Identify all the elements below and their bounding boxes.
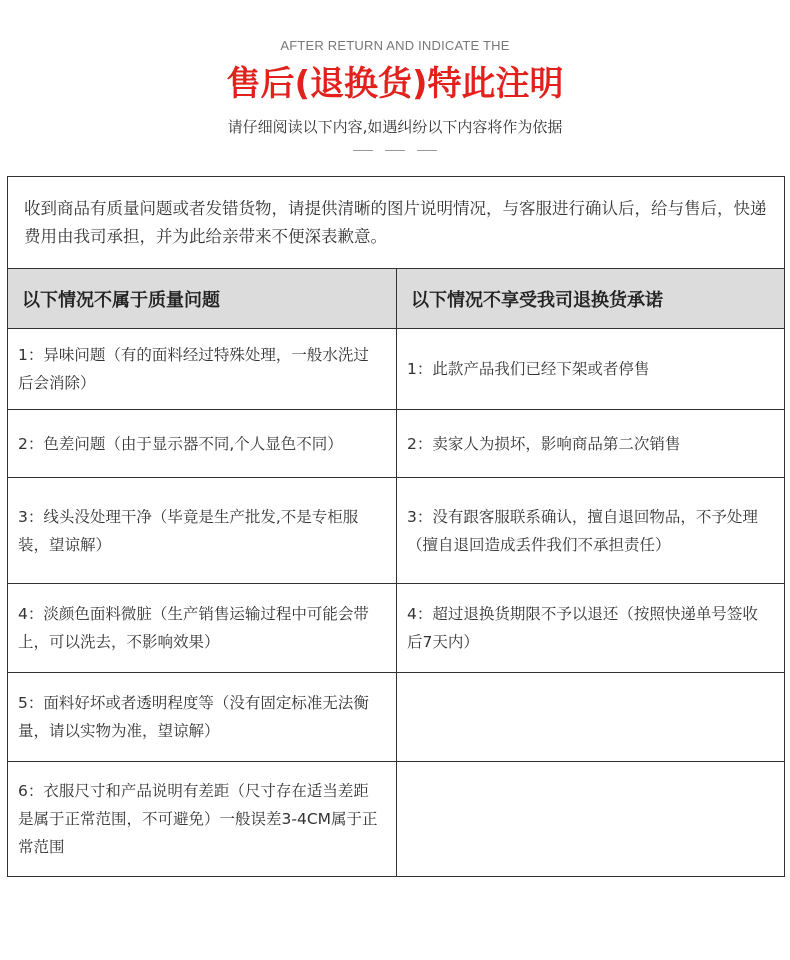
table-cell-right (396, 673, 784, 761)
header-not-quality-issue: 以下情况不属于质量问题 (22, 289, 220, 311)
divider-dash (417, 150, 437, 151)
table-header-row (8, 269, 784, 329)
english-subtitle: AFTER RETURN AND INDICATE THE (280, 38, 510, 53)
dash-divider (0, 150, 790, 151)
table-row (8, 584, 784, 673)
table-cell-left: 5：面料好坏或者透明程度等（没有固定标准无法衡量，请以实物为准，望谅解） (18, 694, 369, 740)
table-cell-left: 2：色差问题（由于显示器不同,个人显色不同） (18, 434, 343, 453)
page-title: 售后(退换货)特此注明 (226, 64, 564, 104)
table-row (8, 329, 784, 410)
header-no-return-promise: 以下情况不享受我司退换货承诺 (396, 269, 784, 328)
table-cell-left: 1：异味问题（有的面料经过特殊处理，一般水洗过后会消除） (18, 346, 369, 392)
divider-dash (385, 150, 405, 151)
table-row (8, 410, 784, 478)
table-cell-right (396, 762, 784, 876)
table-cell-right: 1：此款产品我们已经下架或者停售 (396, 329, 784, 409)
policy-table (7, 176, 785, 877)
divider-dash (353, 150, 373, 151)
table-row (8, 762, 784, 876)
table-cell-left: 4：淡颜色面料微脏（生产销售运输过程中可能会带上，可以洗去，不影响效果） (18, 605, 369, 651)
table-cell-left: 3：线头没处理干净（毕竟是生产批发,不是专柜服装，望谅解） (18, 507, 359, 554)
table-cell-left: 6：衣服尺寸和产品说明有差距（尺寸存在适当差距是属于正常范围，不可避免）一般误差3-4CM属于正常范围 (18, 782, 378, 856)
table-cell-right: 2：卖家人为损坏，影响商品第二次销售 (396, 410, 784, 477)
table-cell-right: 4：超过退换货期限不予以退还（按照快递单号签收后7天内） (396, 584, 784, 672)
table-row (8, 673, 784, 762)
table-cell-right: 3：没有跟客服联系确认，擅自退回物品，不予处理（擅自退回造成丢件我们不承担责任） (396, 478, 784, 583)
intro-text: 收到商品有质量问题或者发错货物，请提供清晰的图片说明情况，与客服进行确认后，给与售后，快递费用由我司承担，并为此给亲带来不便深表歉意。 (8, 177, 784, 269)
table-row (8, 478, 784, 584)
chinese-subtitle: 请仔细阅读以下内容,如遇纠纷以下内容将作为依据 (227, 118, 563, 136)
